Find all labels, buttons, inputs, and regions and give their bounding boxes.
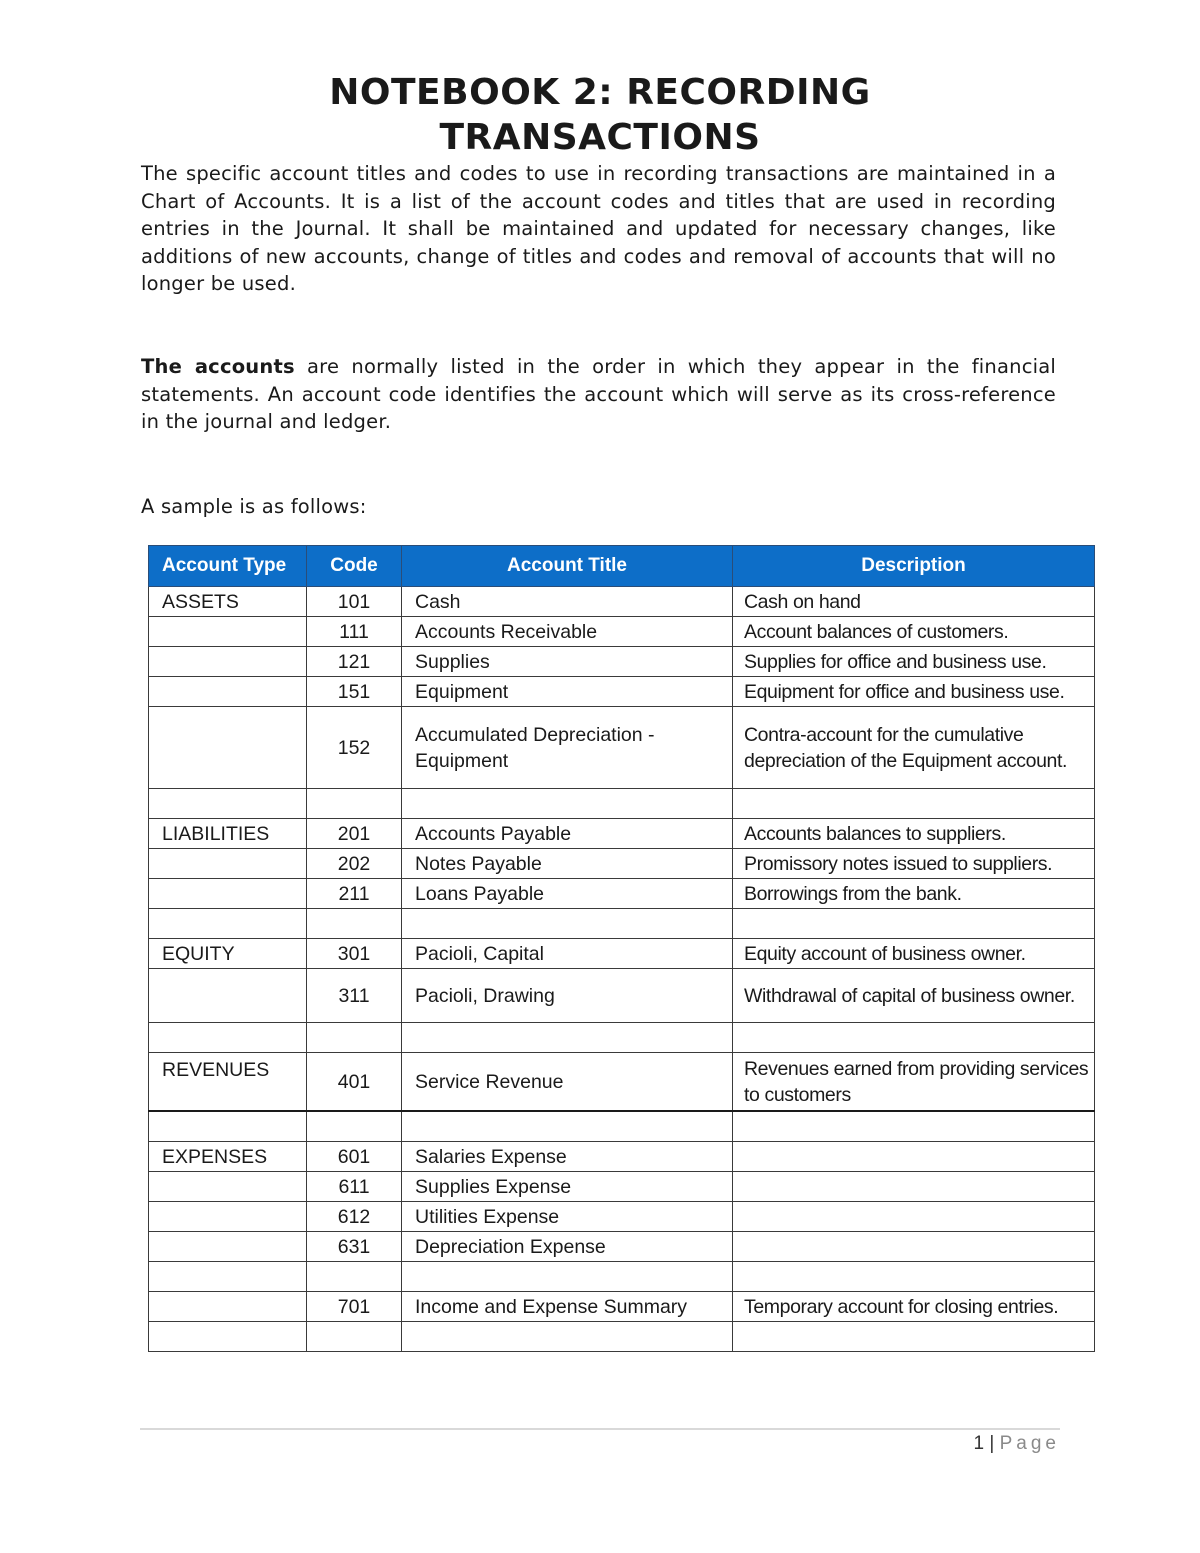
cell-code: 201 [307, 819, 402, 849]
cell-account-type: EXPENSES [149, 1142, 307, 1172]
cell-description: Equipment for office and business use. [733, 677, 1095, 707]
cell-description [733, 1023, 1095, 1053]
table-row [149, 1053, 1095, 1112]
cell-account-type [149, 647, 307, 677]
cell-code [307, 789, 402, 819]
cell-account-title: Income and Expense Summary [402, 1292, 733, 1322]
cell-account-title [402, 1322, 733, 1352]
cell-account-type [149, 879, 307, 909]
cell-code [307, 1262, 402, 1292]
cell-code: 121 [307, 647, 402, 677]
cell-description: Temporary account for closing entries. [733, 1292, 1095, 1322]
table-row [149, 789, 1095, 819]
cell-description: Revenues earned from providing services to customers [733, 1053, 1095, 1112]
table-row [149, 1292, 1095, 1322]
cell-code: 311 [307, 969, 402, 1023]
table-row [149, 879, 1095, 909]
sample-lead-text: A sample is as follows: [141, 495, 367, 518]
header-account-type: Account Type [149, 546, 307, 587]
table-row [149, 819, 1095, 849]
cell-account-title: Accounts Payable [402, 819, 733, 849]
cell-description [733, 1202, 1095, 1232]
accounts-paragraph [141, 353, 1056, 436]
table-row [149, 587, 1095, 617]
chart-of-accounts-table [148, 545, 1095, 1352]
title-line-2: TRANSACTIONS [439, 117, 761, 158]
cell-code [307, 909, 402, 939]
cell-code: 601 [307, 1142, 402, 1172]
table-row [149, 1142, 1095, 1172]
header-description: Description [733, 546, 1095, 587]
cell-account-type [149, 677, 307, 707]
cell-description: Borrowings from the bank. [733, 879, 1095, 909]
cell-account-title: Supplies Expense [402, 1172, 733, 1202]
cell-account-title: Depreciation Expense [402, 1232, 733, 1262]
cell-account-title [402, 1262, 733, 1292]
cell-description [733, 1142, 1095, 1172]
table-row [149, 707, 1095, 789]
title-line-1: NOTEBOOK 2: RECORDING [329, 72, 871, 113]
cell-description [733, 1322, 1095, 1352]
cell-code: 611 [307, 1172, 402, 1202]
cell-code: 631 [307, 1232, 402, 1262]
cell-description: Withdrawal of capital of business owner. [733, 969, 1095, 1023]
cell-description [733, 1232, 1095, 1262]
footer-separator: | [989, 1433, 995, 1454]
cell-code: 101 [307, 587, 402, 617]
cell-account-title: Accounts Receivable [402, 617, 733, 647]
cell-account-type [149, 1172, 307, 1202]
table-row [149, 1232, 1095, 1262]
table-row [149, 1322, 1095, 1352]
cell-account-title [402, 789, 733, 819]
cell-account-type: ASSETS [149, 587, 307, 617]
cell-description: Equity account of business owner. [733, 939, 1095, 969]
page-label: Page [999, 1433, 1060, 1454]
cell-code [307, 1023, 402, 1053]
cell-account-type [149, 789, 307, 819]
header-account-title: Account Title [402, 546, 733, 587]
cell-code: 701 [307, 1292, 402, 1322]
header-code: Code [307, 546, 402, 587]
cell-code: 612 [307, 1202, 402, 1232]
cell-description: Accounts balances to suppliers. [733, 819, 1095, 849]
cell-account-type [149, 849, 307, 879]
cell-code [307, 1111, 402, 1142]
cell-description [733, 909, 1095, 939]
table-row [149, 1262, 1095, 1292]
cell-account-type [149, 1232, 307, 1262]
cell-description [733, 789, 1095, 819]
table-row [149, 1023, 1095, 1053]
cell-account-type [149, 1202, 307, 1232]
accounts-bold-lead: The accounts [141, 355, 295, 378]
cell-description [733, 1111, 1095, 1142]
table-row [149, 939, 1095, 969]
cell-description [733, 1262, 1095, 1292]
page-number: 1 [973, 1433, 985, 1454]
table-header-row [149, 546, 1095, 587]
cell-description: Account balances of customers. [733, 617, 1095, 647]
cell-account-title: Loans Payable [402, 879, 733, 909]
cell-code: 152 [307, 707, 402, 789]
cell-code: 211 [307, 879, 402, 909]
table-row [149, 1172, 1095, 1202]
cell-account-title: Utilities Expense [402, 1202, 733, 1232]
cell-account-type [149, 707, 307, 789]
table-row [149, 1111, 1095, 1142]
cell-account-title [402, 1023, 733, 1053]
cell-account-type [149, 1111, 307, 1142]
cell-account-title: Service Revenue [402, 1053, 733, 1112]
table-row [149, 969, 1095, 1023]
cell-account-type: REVENUES [149, 1053, 307, 1112]
cell-account-type: LIABILITIES [149, 819, 307, 849]
cell-account-type [149, 1262, 307, 1292]
table-row [149, 909, 1095, 939]
cell-account-title: Supplies [402, 647, 733, 677]
cell-account-title: Notes Payable [402, 849, 733, 879]
footer-divider [140, 1428, 1060, 1430]
cell-description: Supplies for office and business use. [733, 647, 1095, 677]
cell-account-title [402, 1111, 733, 1142]
cell-account-type [149, 1292, 307, 1322]
table-row [149, 647, 1095, 677]
cell-account-title [402, 909, 733, 939]
cell-account-title: Salaries Expense [402, 1142, 733, 1172]
cell-account-type [149, 1023, 307, 1053]
table-row [149, 617, 1095, 647]
cell-account-type [149, 909, 307, 939]
intro-paragraph: The specific account titles and codes to use in recording transactions are maintained in a Chart of Accounts. It is a list of the account codes and titles that are used in recording entries in the Journal. It shall be maintained and updated for necessary changes, like additions of new accounts, change of titles and codes and removal of accounts that will no longer be used. [141, 162, 1056, 295]
cell-account-type [149, 969, 307, 1023]
cell-description: Promissory notes issued to suppliers. [733, 849, 1095, 879]
page-title [140, 70, 1060, 160]
cell-code: 151 [307, 677, 402, 707]
cell-description: Contra-account for the cumulative depreciation of the Equipment account. [733, 707, 1095, 789]
cell-account-title: Pacioli, Drawing [402, 969, 733, 1023]
table-row [149, 677, 1095, 707]
cell-account-type [149, 617, 307, 647]
cell-description: Cash on hand [733, 587, 1095, 617]
page-footer [974, 1433, 1060, 1455]
cell-code: 301 [307, 939, 402, 969]
cell-code: 202 [307, 849, 402, 879]
cell-account-type [149, 1322, 307, 1352]
cell-code: 111 [307, 617, 402, 647]
table-row [149, 849, 1095, 879]
cell-account-title: Cash [402, 587, 733, 617]
cell-account-type: EQUITY [149, 939, 307, 969]
cell-account-title: Equipment [402, 677, 733, 707]
cell-account-title: Accumulated Depreciation - Equipment [402, 707, 733, 789]
accounts-paragraph-text: are normally listed in the order in which they appear in the financial statements. An account code identifies the account which will serve as its cross-reference in the journal and ledger. [141, 355, 1056, 433]
table-row [149, 1202, 1095, 1232]
cell-account-title: Pacioli, Capital [402, 939, 733, 969]
cell-description [733, 1172, 1095, 1202]
cell-code [307, 1322, 402, 1352]
cell-code: 401 [307, 1053, 402, 1112]
